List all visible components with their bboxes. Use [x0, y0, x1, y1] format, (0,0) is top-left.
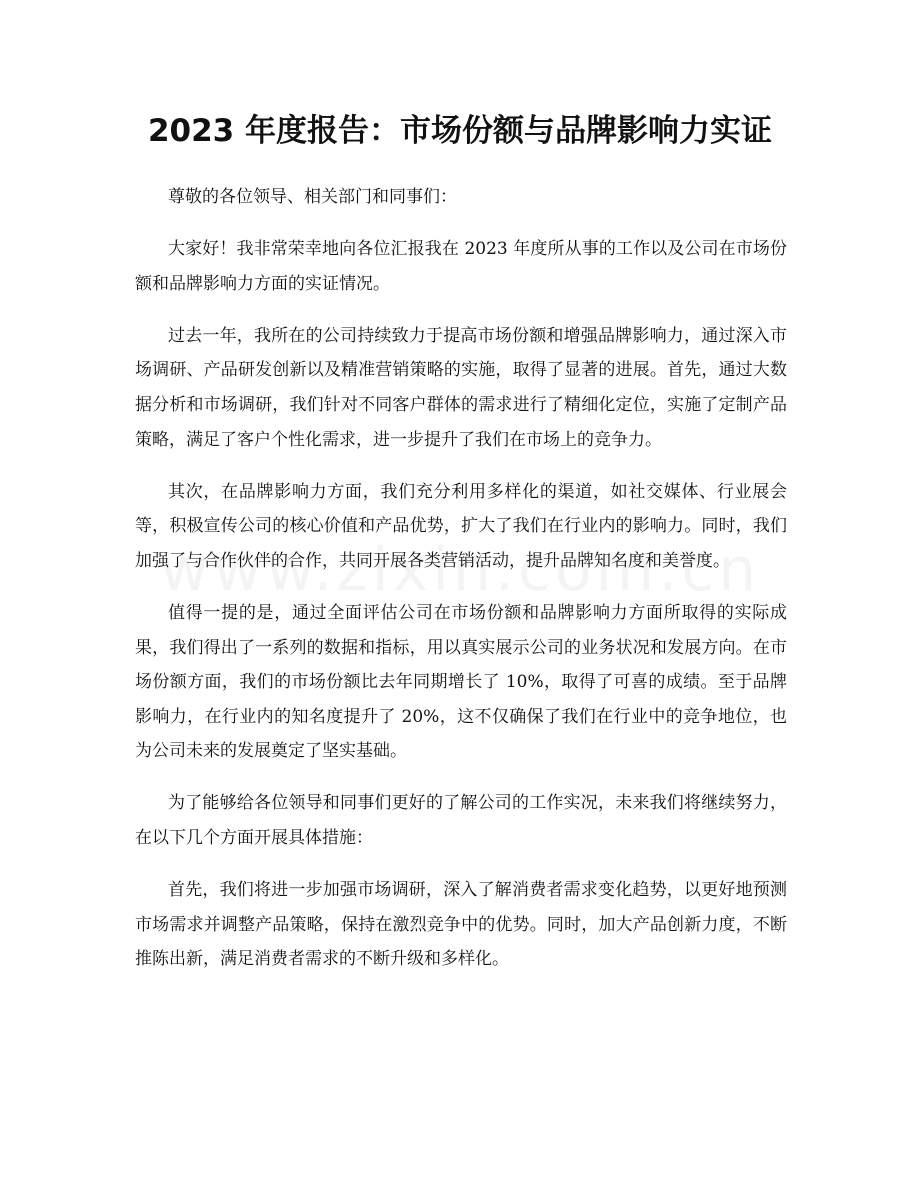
paragraph-salutation: 尊敬的各位领导、相关部门和同事们：: [168, 187, 457, 207]
document-body: [135, 180, 787, 994]
document-title: 2023 年度报告：市场份额与品牌影响力实证: [147, 113, 773, 149]
paragraph-brand-influence: 其次，在品牌影响力方面，我们充分利用多样化的渠道，如社交媒体、行业展会等，积极宣传公司的核心价值和产品优势，扩大了我们在行业内的影响力。同时，我们加强了与合作伙伴的合作，共同开展各类营销活动，提升品牌知名度和美誉度。: [135, 481, 787, 571]
paragraph-past-year: 过去一年，我所在的公司持续致力于提高市场份额和增强品牌影响力，通过深入市场调研、产品研发创新以及精准营销策略的实施，取得了显著的进展。首先，通过大数据分析和市场调研，我们针对不同客户群体的需求进行了精细化定位，实施了定制产品策略，满足了客户个性化需求，进一步提升了我们在市场上的竞争力。: [135, 325, 787, 450]
paragraph-future-intro: 为了能够给各位领导和同事们更好的了解公司的工作实况，未来我们将继续努力，在以下几个方面开展具体措施：: [135, 793, 787, 848]
paragraph-greeting: 大家好！我非常荣幸地向各位汇报我在 2023 年度所从事的工作以及公司在市场份额和品牌影响力方面的实证情况。: [135, 239, 787, 294]
paragraph-results: 值得一提的是，通过全面评估公司在市场份额和品牌影响力方面所取得的实际成果，我们得出了一系列的数据和指标，用以真实展示公司的业务状况和发展方向。在市场份额方面，我们的市场份额比去年同期增长了 10%，取得了可喜的成绩。至于品牌影响力，在行业内的知名度提升了 20%，这不仅确保了我们在行业中的竞争地位，也为公司未来的发展奠定了坚实基础。: [135, 602, 787, 762]
paragraph-first-measure: 首先，我们将进一步加强市场调研，深入了解消费者需求变化趋势，以更好地预测市场需求并调整产品策略，保持在激烈竞争中的优势。同时，加大产品创新力度，不断推陈出新，满足消费者需求的不断升级和多样化。: [135, 880, 787, 970]
